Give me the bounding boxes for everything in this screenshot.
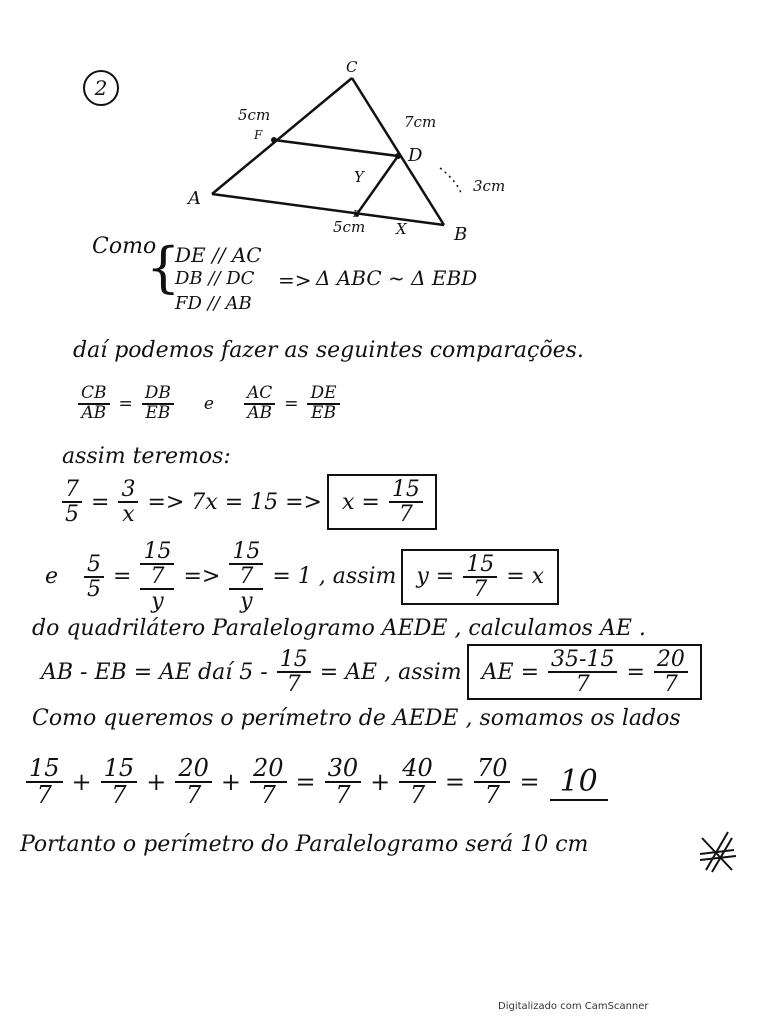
given-word: Como: [92, 234, 157, 259]
given-similarity: Δ ABC ~ Δ EBD: [316, 266, 478, 290]
ratio-row: $\frac{CB}{AB}$ = $\frac{DB}{EB}$ e $\frac{AC}{AB}$ = $\frac{DE}{EB}$: [74, 385, 344, 423]
length-ae: 5cm: [333, 218, 366, 236]
label-y: Y: [354, 168, 364, 186]
segment-fd: [274, 140, 398, 156]
given-line-3: FD // AB: [175, 293, 252, 314]
conclusion-text: Portanto o perímetro do Paralelogramo será 10 cm: [20, 832, 589, 857]
length-fc: 5cm: [238, 106, 271, 124]
result-x-box: x = $\frac{15}{7}$: [327, 474, 437, 530]
final-mark-icon: [698, 828, 738, 874]
step-1-text: daí podemos fazer as seguintes comparações.: [73, 338, 584, 363]
problem-number: 2: [83, 70, 119, 106]
ratio-ac-ab: $\frac{AC}{AB}$: [244, 385, 275, 423]
label-c: C: [346, 58, 358, 76]
given-line-1: DE // AC: [175, 243, 262, 267]
given-arrow: =>: [278, 268, 312, 292]
equation-ae: AB - EB = AE daí 5 - $\frac{15}{7}$ = AE , assim AE = $\frac{35-15}{7}$ = $\frac{20}{7}$: [36, 644, 702, 700]
label-d: D: [408, 145, 423, 166]
equation-x: $\frac{7}{5}$ = $\frac{3}{x}$ => 7x = 15 => x = $\frac{15}{7}$: [58, 474, 437, 530]
point-f: [271, 137, 277, 143]
perimeter-result: 10: [550, 764, 608, 801]
label-e: E: [353, 210, 360, 220]
side-ac: [212, 78, 352, 194]
label-a: A: [188, 188, 201, 209]
label-b: B: [454, 224, 468, 245]
result-ae-box: AE = $\frac{35-15}{7}$ = $\frac{20}{7}$: [467, 644, 702, 700]
arc-db: [440, 168, 462, 196]
perimeter-sum: $\frac{15}{7}$ + $\frac{15}{7}$ + $\frac{20}{7}$ + $\frac{20}{7}$ = $\frac{30}{7}$ + $\frac{40}{7}$ = $\frac{70}{7}$ = 10: [22, 756, 613, 808]
result-y-box: y = $\frac{15}{7}$ = x: [401, 549, 559, 605]
length-cd: 7cm: [404, 113, 437, 131]
point-d: [395, 153, 401, 159]
triangle-figure: [0, 0, 768, 260]
step-2-text: assim teremos:: [62, 444, 231, 469]
side-ab: [212, 194, 444, 225]
ratio-de-eb: $\frac{DE}{EB}$: [307, 385, 339, 423]
label-f: F: [254, 128, 263, 142]
ratio-cb-ab: $\frac{CB}{AB}$: [78, 385, 110, 423]
step-4-text: Como queremos o perímetro de AEDE , somamos os lados: [32, 706, 681, 731]
step-3-text: do quadrilátero Paralelogramo AEDE , calculamos AE .: [32, 616, 646, 641]
ratio-db-eb: $\frac{DB}{EB}$: [142, 385, 174, 423]
length-db: 3cm: [473, 177, 506, 195]
equation-y: e $\frac{5}{5}$ = 15 7 y => 15 7 y = 1 , assim y = $\frac{15}{7}$ = x: [40, 540, 559, 613]
given-line-2: DB // DC: [175, 268, 255, 289]
label-x: X: [396, 220, 407, 238]
footer-watermark: Digitalizado com CamScanner: [498, 1001, 649, 1012]
given-brace: {: [146, 236, 181, 299]
